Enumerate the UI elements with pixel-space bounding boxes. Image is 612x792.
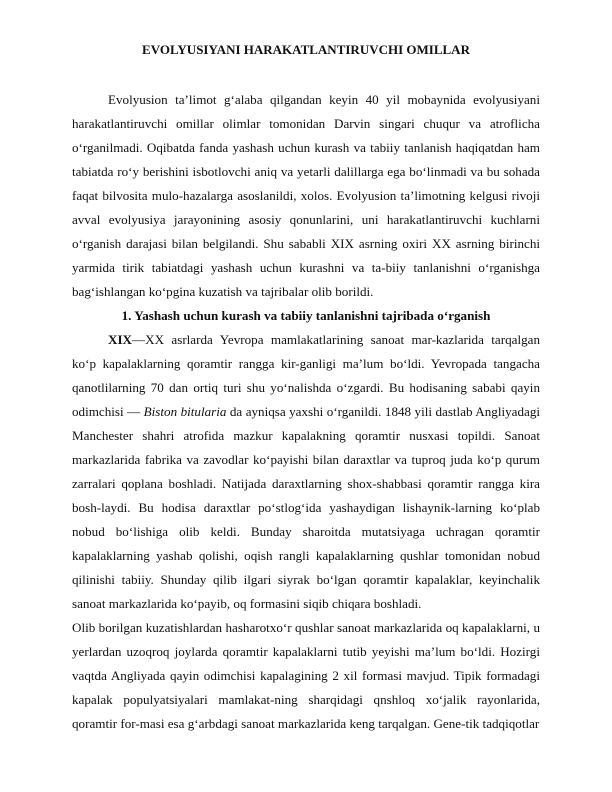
century-lead-text: XIX [108, 332, 133, 347]
paragraph-observations: Olib borilgan kuzatishlardan hasharotxo‘r qushlar sanoat markazlarida oq kapalaklarni, u yerlardan uzoqroq joylarda qoramtir kapalaklarni tutib yeyishi ma’lum bo‘ldi. Hozirgi vaqtda Angliyada qayin odimchisi kapalagining 2 xil formasi mavjud. Tipik formadagi kapalak populyatsiyalari mamlakat-ning sharqidagi qnshloq xo‘jalik rayonlarida, qoramtir for-masi esa g‘arbdagi sanoat markazlarida keng tarqalgan. Gene-tik tadqiqotlar [72, 620, 540, 731]
paragraph-moth-study [72, 328, 540, 616]
paragraph-intro: Evolyusion ta’limot g‘alaba qilgandan keyin 40 yil mobaynida evolyusiyani harakatlantiruvchi omillar olimlar tomonidan Darvin singari chuqur va atroflicha o‘rganilmadi. Oqibatda fanda yashash uchun kurash va tabiiy tanlanish haqiqatdan ham tabiatda ro‘y berishini isbotlovchi aniq va yetarli dalillarga ega bo‘linmadi va bu sohada faqat bilvosita mulo-hazalarga asoslanildi, xolos. Evolyusion ta’limotning kelgusi rivoji avval evolyusiya jarayonining asosiy qonunlarini, uni harakatlantiruvchi kuchlarni o‘rganish darajasi bilan belgilandi. Shu sababli XIX asrning oxiri XX asrning birinchi yarmida tirik tabiatdagi yashash uchun kurashni va ta-biiy tanlanishni o‘rganishga bag‘ishlangan ko‘pgina kuzatish va tajribalar olib borildi. [72, 92, 540, 299]
section-heading: 1. Yashash uchun kurash va tabiiy tanlanishni tajribada o‘rganish [121, 308, 491, 323]
species-name: Biston bitularia [143, 404, 227, 419]
document-title: EVOLYUSIYANI HARAKATLANTIRUVCHI OMILLAR [142, 42, 470, 57]
paragraph-text-part-1: —XX asrlarda Yevropa mamlakatlarining sanoat mar-kazlarida tarqalgan ko‘p kapalaklarning qoramtir rangga kir-ganligi ma’lum bo‘ldi. Yevropada tangacha qanotlilarning 70 dan ortiq turi shu yo‘nalishda o‘zgardi. Bu hodisaning sababi qayin odimchisi — [72, 332, 540, 419]
paragraph-text-part-2: da ayniqsa yaxshi o‘rganildi. 1848 yili dastlab Angliyadagi Manchester shahri atrofida mazkur kapalakning qoramtir nusxasi topildi. Sanoat markazlarida fabrika va zavodlar ko‘payishi bilan daraxtlar va tuproq juda ko‘p qurum zarralari qoplana boshladi. Natijada daraxtlarning shox-shabbasi qoramtir rangga kira bosh-laydi. Bu hodisa daraxtlar po‘stlog‘ida yashaydigan lishaynik-larning ko‘plab nobud bo‘lishiga olib keldi. Bunday sharoitda mutatsiyaga uchragan qoramtir kapalaklarning yashab qolishi, oqish rangli kapalaklarning qushlar tomonidan nobud qilinishi tabiiy. Shunday qilib ilgari siyrak bo‘lgan qoramtir kapalaklar, keyinchalik sanoat markazlarida ko‘payib, oq formasini siqib chiqara boshladi. [72, 404, 541, 611]
document-page [72, 38, 540, 736]
